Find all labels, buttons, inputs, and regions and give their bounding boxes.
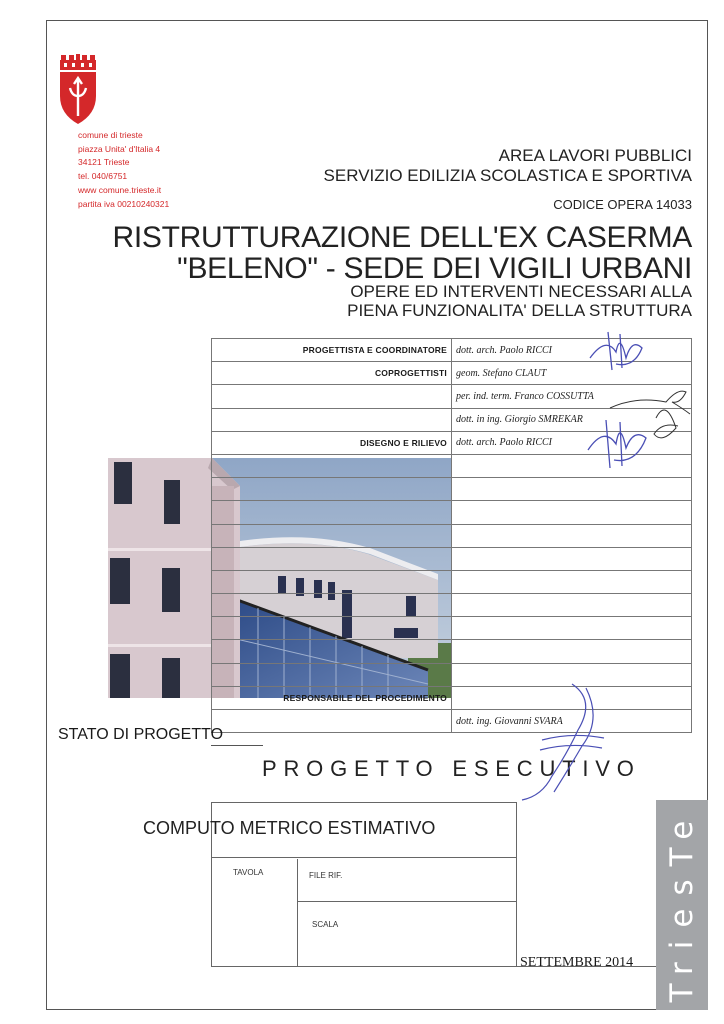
title-block-divider	[212, 857, 516, 858]
team-row	[212, 501, 692, 524]
team-row	[212, 686, 692, 709]
team-member	[452, 478, 692, 501]
team-role: RESPONSABILE DEL PROCEDIMENTO	[212, 686, 452, 709]
file-rif-label: FILE RIF.	[309, 871, 343, 880]
title-block-divider	[297, 859, 298, 967]
team-row	[212, 617, 692, 640]
team-role	[212, 617, 452, 640]
trieste-brand-text: TriesTe	[664, 807, 700, 1003]
team-role	[212, 385, 452, 408]
team-member	[452, 547, 692, 570]
team-row	[212, 640, 692, 663]
team-member: dott. arch. Paolo RICCI	[452, 339, 692, 362]
scala-label: SCALA	[312, 920, 339, 929]
team-row	[212, 524, 692, 547]
team-role	[212, 501, 452, 524]
team-role	[212, 547, 452, 570]
team-member	[452, 454, 692, 477]
stato-underline	[211, 745, 263, 746]
title-line-2: "BELENO" - SEDE DEI VIGILI URBANI	[177, 252, 692, 285]
team-role	[212, 524, 452, 547]
codice-opera: CODICE OPERA 14033	[553, 197, 692, 212]
servizio-heading: SERVIZIO EDILIZIA SCOLASTICA E SPORTIVA	[323, 166, 692, 185]
signature-ricci	[586, 328, 646, 374]
team-role	[212, 594, 452, 617]
subtitle-line-2: PIENA FUNZIONALITA' DELLA STRUTTURA	[347, 301, 692, 320]
team-member	[452, 524, 692, 547]
address-line: partita iva 00210240321	[78, 198, 170, 209]
team-member: dott. in ing. Giorgio SMREKAR	[452, 408, 692, 431]
team-role: DISEGNO E RILIEVO	[212, 431, 452, 454]
subtitle-line-1: OPERE ED INTERVENTI NECESSARI ALLA	[350, 282, 692, 301]
team-role	[212, 454, 452, 477]
team-member	[452, 640, 692, 663]
team-role: PROGETTISTA E COORDINATORE	[212, 339, 452, 362]
document-date: SETTEMBRE 2014	[520, 955, 634, 970]
team-member: dott. arch. Paolo RICCI	[452, 431, 692, 454]
project-phase: PROGETTO ESECUTIVO	[262, 756, 641, 781]
address-line: 34121 Trieste	[78, 157, 130, 168]
project-title	[112, 222, 692, 284]
stato-di-progetto: STATO DI PROGETTO	[58, 726, 224, 743]
date-underline	[517, 966, 656, 967]
trieste-brand-bar	[656, 800, 708, 1010]
address-line: piazza Unita' d'Italia 4	[78, 143, 161, 154]
project-subtitle	[347, 282, 692, 320]
team-row	[212, 663, 692, 686]
team-member: dott. ing. Giovanni SVARA	[452, 710, 692, 733]
signature-ricci-2	[584, 414, 650, 472]
team-row	[212, 547, 692, 570]
title-block-divider	[297, 901, 516, 902]
team-row	[212, 478, 692, 501]
address-line: www comune.trieste.it	[78, 184, 162, 195]
municipality-address	[78, 129, 169, 211]
team-member	[452, 617, 692, 640]
team-role	[212, 640, 452, 663]
team-role: COPROGETTISTI	[212, 362, 452, 385]
signature-svara	[512, 680, 608, 802]
team-member: geom. Stefano CLAUT	[452, 362, 692, 385]
team-member	[452, 501, 692, 524]
team-member: per. ind. term. Franco COSSUTTA	[452, 385, 692, 408]
team-role	[212, 408, 452, 431]
address-line: tel. 040/6751	[78, 171, 128, 182]
team-row	[212, 570, 692, 593]
title-line-1: RISTRUTTURAZIONE DELL'EX CASERMA	[112, 221, 692, 254]
trieste-coat-of-arms-icon	[58, 54, 98, 124]
address-line: comune di trieste	[78, 130, 143, 140]
team-member	[452, 594, 692, 617]
team-role	[212, 710, 452, 733]
team-row	[212, 594, 692, 617]
team-member	[452, 570, 692, 593]
team-row	[212, 710, 692, 733]
tavola-label: TAVOLA	[233, 868, 264, 877]
team-role	[212, 663, 452, 686]
document-type: COMPUTO METRICO ESTIMATIVO	[143, 818, 436, 838]
team-role	[212, 478, 452, 501]
team-role	[212, 570, 452, 593]
area-heading: AREA LAVORI PUBBLICI	[498, 146, 692, 165]
